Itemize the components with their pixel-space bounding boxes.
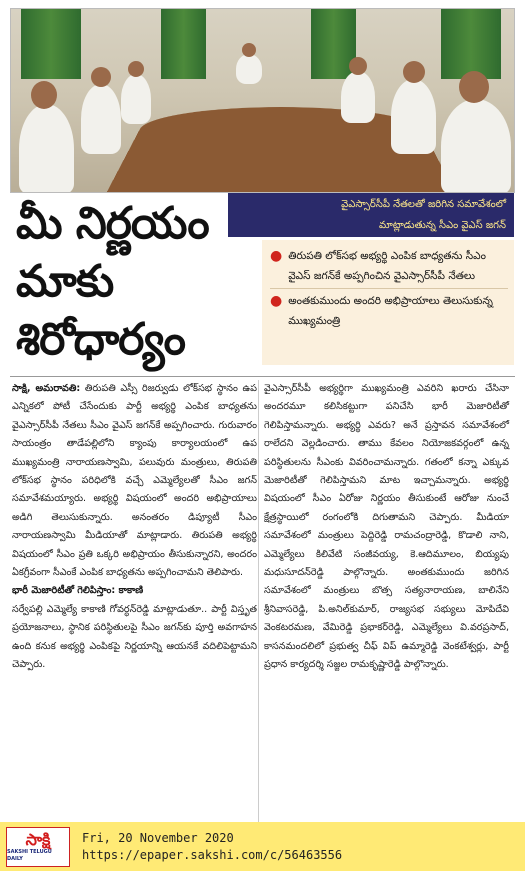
meeting-photo: [10, 8, 515, 193]
logo-text: సాక్షి: [25, 829, 51, 849]
caption-line-2: మాట్లాడుతున్న సీఎం వైఎస్‌ జగన్‌: [379, 220, 506, 231]
highlight-text: తిరుపతి లోక్‌సభ అభ్యర్థి ఎంపిక బాధ్యతను సీఎం వైఎస్‌ జగన్‌కే అప్పగించిన వైఎస్సార్‌సీపీ నేతలు: [288, 250, 486, 282]
column-divider: [258, 380, 259, 840]
article-url[interactable]: https://epaper.sakshi.com/c/56463556: [82, 847, 343, 862]
headline-line-3: శిరోధార్యం: [16, 314, 185, 365]
article-column-right: [264, 380, 509, 675]
paragraph-1-text: తిరుపతి ఎస్సీ రిజర్వుడు లోక్‌సభ స్థానం ఉప ఎన్నికలో పోటీ చేసేందుకు పార్టీ అభ్యర్థి ఎంపిక బాధ్యతను వైఎస్సార్‌సీపీ నేతలు సీఎం వైఎస్‌ జగన్‌కే అప్పగించారు. గురువారం సాయంత్రం తాడేపల్లిలోని క్యాంపు కార్యాలయంలో ఉప ముఖ్యమంత్రి నారాయణస్వామి, పలువురు మంత్రులు, తిరుపతి లోక్‌సభ స్థానం పరిధిలోకి వచ్చే ఎమ్మెల్యేలతో సీఎం జగన్‌ సమావేశమయ్యారు. అభ్యర్థి విషయంలో అందరి అభిప్రాయాలు అడిగి తెలుసుకున్నారు. అనంతరం డిప్యూటీ సీఎం నారాయణస్వామి మీడియాతో మాట్లాడారు. తిరుపతి అభ్యర్థి విషయంలో సీఎం ప్రతి ఒక్కరి అభిప్రాయం తీసుకున్నారని, అందరం ఏకగ్రీవంగా సీఎంకే ఎంపిక బాధ్యతను అప్పగించామని తెలిపారు.: [12, 383, 257, 579]
highlight-item: [270, 288, 508, 331]
logo-subtext: SAKSHI TELUGU DAILY: [7, 848, 52, 862]
photo-caption: [228, 193, 514, 237]
section-divider: [10, 376, 515, 377]
publication-date: Fri, 20 November 2020: [82, 830, 234, 845]
bullet-dot-icon: ●: [270, 293, 283, 309]
article-paragraph-2: సర్వేపల్లి ఎమ్మెల్యే కాకాణి గోవర్ధన్‌రెడ్డి మాట్లాడుతూ.. పార్టీ విస్తృత ప్రయోజనాలు, స్థానిక పరిస్థితులపై సీఎం జగన్‌కు పూర్తి అవగాహన ఉంది కనుక అభ్యర్థి ఎంపికపై నిర్ణయాన్ని ఆయనకే వదిలిపెట్టామని చెప్పారు.: [12, 603, 257, 671]
article-paragraph-3: వైఎస్సార్‌సీపీ అభ్యర్థిగా ముఖ్యమంత్రి ఎవరిని ఖరారు చేసినా అందరమూ కలిసికట్టుగా పనిచేసి భారీ మెజారిటీతో గెలిపిస్తామన్నారు. అభ్యర్థి ఎవరు? అనే ప్రస్తావన సమావేశంలో రాలేదని వెల్లడించారు. తాము కేవలం నియోజకవర్గంలో ఉన్న పరిస్థితులను సీఎంకు వివరించామన్నారు. గతంలో కన్నా ఎక్కువ మెజారిటీతో గెలిపిస్తామని మాట ఇచ్చామన్నారు. అభ్యర్థి విషయంలో సీఎం ఏరోజు నిర్ణయం తీసుకుంటే ఆరోజు నుంచే క్షేత్రస్థాయిలో రంగంలోకి దిగుతామని చెప్పారు. మీడియా సమావేశంలో మంత్రులు పెద్దిరెడ్డి రామచంద్రారెడ్డి, కొడాలి నాని, ఎమ్మెల్యేలు కిలివేటి సంజీవయ్య, కె.ఆదిమూలం, బియ్యపు మధుసూదన్‌రెడ్డి పాల్గొన్నారు. అంతకుముందు జరిగిన సమావేశంలో మంత్రులు బొత్స సత్యనారాయణ, బాలినేని శ్రీనివాసరెడ్డి, పి.అనిల్‌కుమార్, రాజ్యసభ సభ్యులు మోపిదేవి వెంకటరమణ, వేమిరెడ్డి ప్రభాకర్‌రెడ్డి, ఎమ్మెల్యేలు వి.వరప్రసాద్, కాసనమందలిలో ప్రభుత్వ చీఫ్‌ విప్‌ ఉమ్మారెడ్డి వెంకటేశ్వర్లు, పార్టీ ప్రధాన కార్యదర్శి సజ్జల రామకృష్ణారెడ్డి పాల్గొన్నారు.: [264, 383, 509, 671]
article-paragraph-1: [12, 380, 257, 582]
footer-bar: [0, 822, 525, 871]
article-subhead: భారీ మెజారిటీతో గెలిపిస్తాం: కాకాణి: [12, 585, 144, 597]
highlight-text: అంతకుముందు అందరి అభిప్రాయాలు తెలుసుకున్న ముఖ్యమంత్రి: [288, 295, 493, 327]
highlights-box: [262, 240, 514, 365]
footer-meta: [82, 830, 342, 864]
headline: [10, 193, 260, 375]
caption-line-1: వైఎస్సార్‌సీపీ నేతలతో జరిగిన సమావేశంలో: [341, 199, 506, 210]
dateline: సాక్షి, అమరావతి:: [12, 383, 81, 394]
headline-line-2: మాకు: [16, 256, 114, 307]
sakshi-logo[interactable]: [6, 827, 70, 867]
highlight-item: [270, 246, 508, 286]
bullet-dot-icon: ●: [270, 248, 283, 264]
article-column-left: [12, 380, 257, 675]
headline-line-1: మీ నిర్ణయం: [16, 198, 209, 249]
